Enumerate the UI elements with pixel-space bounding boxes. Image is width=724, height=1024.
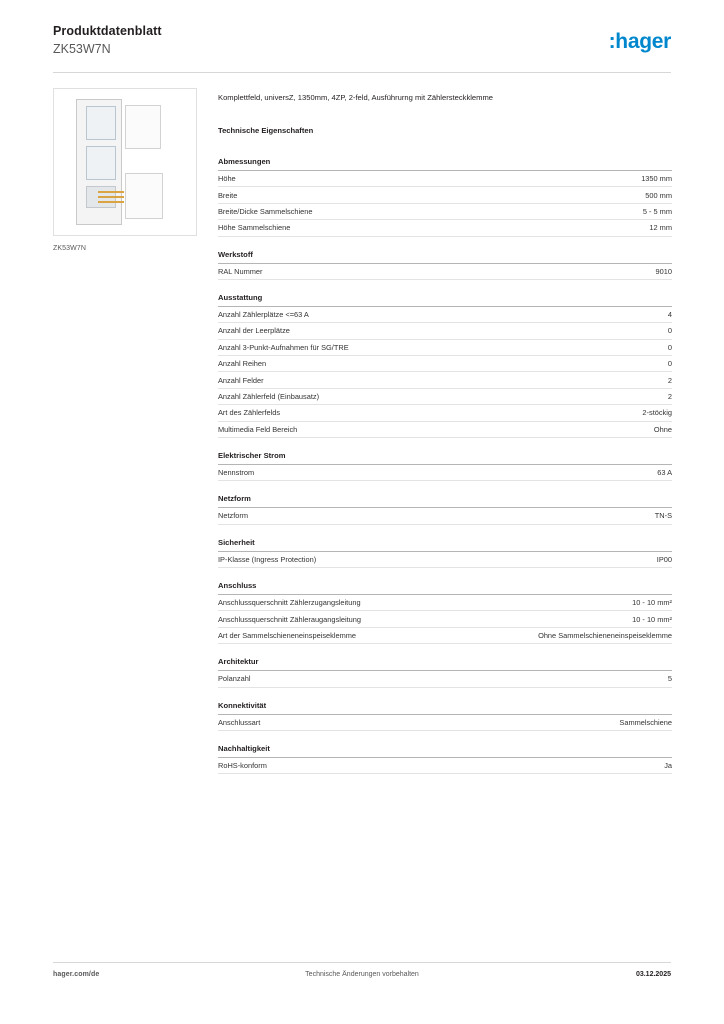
spec-label: Höhe Sammelschiene [218, 223, 291, 233]
spec-label: Netzform [218, 511, 248, 521]
spec-value: 0 [667, 326, 672, 336]
spec-value: 5 - 5 mm [642, 206, 672, 216]
spec-row [218, 595, 672, 611]
busbar-line-shape [98, 201, 124, 203]
spec-value: 9010 [655, 266, 672, 276]
spec-label: RoHS-konform [218, 761, 267, 771]
spec-row [218, 220, 672, 236]
spec-label: Anzahl Zählerfeld (Einbausatz) [218, 391, 320, 401]
product-image [53, 88, 197, 236]
spec-value: 500 mm [645, 190, 672, 200]
spec-value: 10 - 10 mm² [632, 614, 672, 624]
page-header [53, 24, 671, 68]
spec-group-title: Nachhaltigkeit [218, 744, 672, 758]
spec-row [218, 204, 672, 220]
spec-label: Polanzahl [218, 674, 251, 684]
spec-label: Art der Sammelschieneneinspeiseklemme [218, 630, 357, 640]
product-reference: ZK53W7N [53, 42, 111, 56]
footer-date: 03.12.2025 [635, 971, 671, 978]
spec-group [218, 538, 672, 568]
spec-row [218, 552, 672, 568]
spec-group [218, 744, 672, 774]
spec-value: IP00 [656, 554, 672, 564]
spec-label: Anschlussquerschnitt Zählerzugangsleitung [218, 598, 361, 608]
product-illustration [71, 97, 181, 229]
spec-group [218, 581, 672, 644]
spec-group-title: Konnektivität [218, 701, 672, 715]
spec-value: Ohne [653, 424, 672, 434]
meter-slot-upper-shape [86, 106, 116, 140]
enclosure-body-shape [76, 99, 122, 225]
spec-value: 2 [667, 391, 672, 401]
spec-label: RAL Nummer [218, 266, 263, 276]
product-description: Komplettfeld, universZ, 1350mm, 4ZP, 2-feld, Ausführurng mit Zählersteckklemme [218, 93, 494, 102]
spec-group [218, 293, 672, 438]
busbar-line-shape [98, 196, 124, 198]
spec-label: Anschlussart [218, 717, 261, 727]
spec-row [218, 372, 672, 388]
header-divider [53, 72, 671, 73]
spec-group-title: Werkstoff [218, 250, 672, 264]
spec-value: TN-S [654, 511, 672, 521]
spec-label: Anzahl Reihen [218, 359, 267, 369]
spec-value: 1350 mm [641, 174, 672, 184]
spec-label: Anschlussquerschnitt Zähleraugangsleitung [218, 614, 361, 624]
spec-group-title: Elektrischer Strom [218, 451, 672, 465]
spec-label: Anzahl 3-Punkt-Aufnahmen für SG/TRE [218, 342, 349, 352]
spec-row [218, 628, 672, 644]
spec-value: 63 A [657, 468, 672, 478]
spec-row [218, 758, 672, 774]
spec-value: 2 [667, 375, 672, 385]
spec-group-title: Ausstattung [218, 293, 672, 307]
spec-group [218, 494, 672, 524]
spec-row [218, 405, 672, 421]
busbar-line-shape [98, 191, 124, 193]
spec-row [218, 323, 672, 339]
spec-group-title: Anschluss [218, 581, 672, 595]
busbar-area-shape [86, 186, 116, 208]
page-footer [53, 968, 671, 988]
spec-group-title: Netzform [218, 494, 672, 508]
image-caption: ZK53W7N [53, 245, 86, 252]
spec-value: 2-stöckig [642, 408, 672, 418]
spec-row [218, 307, 672, 323]
spec-row [218, 715, 672, 731]
spec-row [218, 340, 672, 356]
spec-value: 12 mm [649, 223, 672, 233]
footer-divider [53, 962, 671, 963]
meter-slot-lower-shape [86, 146, 116, 180]
spec-label: Art des Zählerfelds [218, 408, 281, 418]
spec-row [218, 171, 672, 187]
spec-row [218, 264, 672, 280]
door-panel-lower-shape [125, 173, 163, 219]
spec-value: Ohne Sammelschieneneinspeiseklemme [538, 630, 672, 640]
spec-row [218, 611, 672, 627]
spec-label: Anzahl Zählerplätze <=63 A [218, 310, 309, 320]
spec-group-title: Abmessungen [218, 157, 672, 171]
spec-group [218, 701, 672, 731]
spec-label: Anzahl Felder [218, 375, 264, 385]
spec-row [218, 671, 672, 687]
spec-group-title: Architektur [218, 657, 672, 671]
spec-label: Multimedia Feld Bereich [218, 424, 298, 434]
spec-row [218, 465, 672, 481]
spec-label: Anzahl der Leerplätze [218, 326, 290, 336]
hager-logo: :hager [608, 30, 671, 53]
spec-group [218, 250, 672, 280]
spec-group-title: Sicherheit [218, 538, 672, 552]
page-title: Produktdatenblatt [53, 24, 162, 38]
spec-row [218, 508, 672, 524]
spec-label: Breite/Dicke Sammelschiene [218, 206, 313, 216]
spec-value: 4 [667, 310, 672, 320]
spec-value: 5 [667, 674, 672, 684]
specifications-section [218, 92, 672, 787]
spec-label: IP-Klasse (Ingress Protection) [218, 554, 317, 564]
spec-value: 10 - 10 mm² [632, 598, 672, 608]
spec-row [218, 389, 672, 405]
spec-row [218, 187, 672, 203]
technical-characteristics-heading: Technische Eigenschaften [218, 126, 314, 135]
spec-group [218, 657, 672, 687]
spec-label: Breite [218, 190, 238, 200]
spec-group [218, 157, 672, 237]
spec-row [218, 356, 672, 372]
spec-label: Nennstrom [218, 468, 255, 478]
spec-value: Ja [664, 761, 672, 771]
spec-group [218, 451, 672, 481]
spec-value: 0 [667, 359, 672, 369]
spec-value: Sammelschiene [619, 717, 672, 727]
spec-value: 0 [667, 342, 672, 352]
spec-row [218, 422, 672, 438]
spec-label: Höhe [218, 174, 236, 184]
footer-disclaimer: Technische Änderungen vorbehalten [305, 971, 419, 978]
footer-website-link[interactable]: hager.com/de [53, 971, 100, 978]
door-panel-upper-shape [125, 105, 161, 149]
